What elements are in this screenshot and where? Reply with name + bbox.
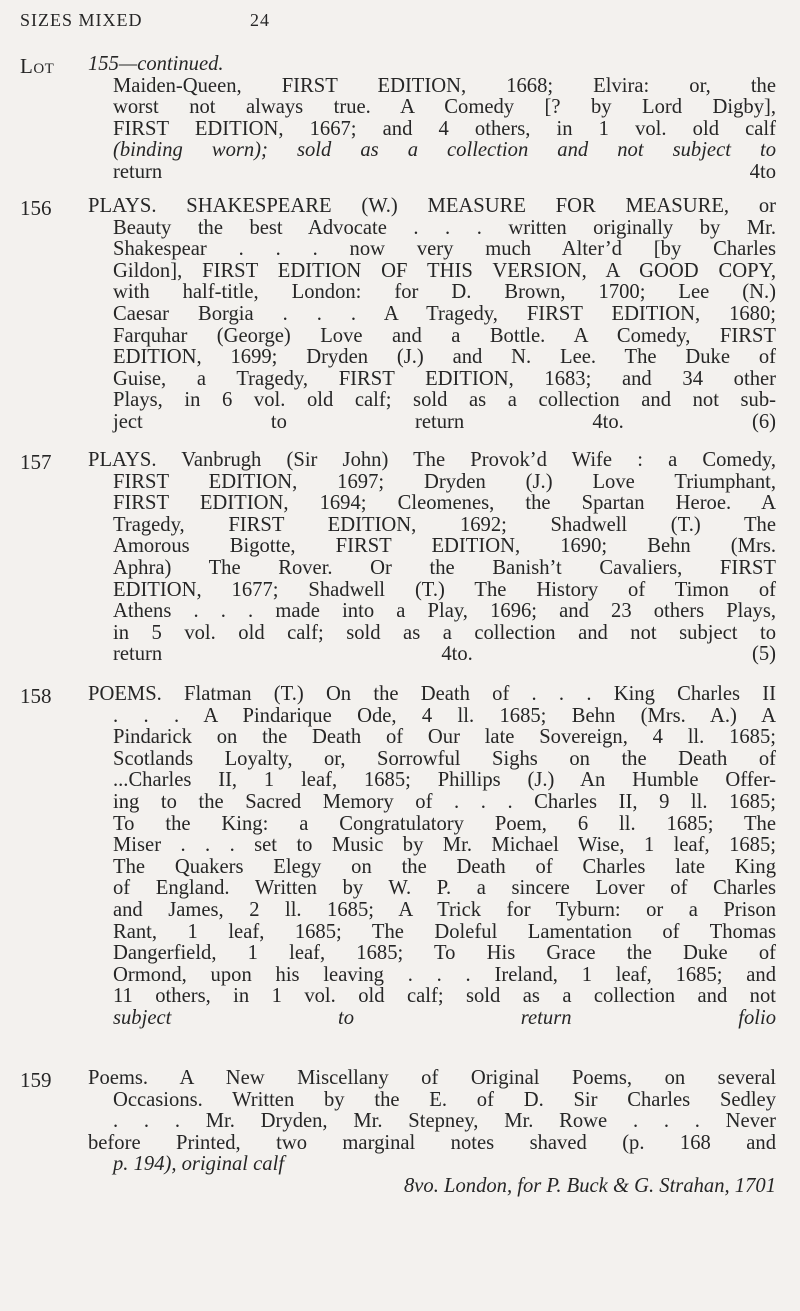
entry-line: Ormond, upon his leaving . . . Ireland, 1 leaf, 1685; and (113, 963, 776, 986)
entry-line: Athens . . . made into a Play, 1696; and 23 others Plays, (113, 600, 776, 623)
lot-number: 159 (20, 1068, 52, 1092)
lot-entry-155 (88, 54, 776, 184)
entry-line: ...Charles II, 1 leaf, 1685; Phillips (J.) An Humble Offer- (113, 769, 776, 792)
entry-line: return 4to. (5) (113, 643, 776, 666)
entry-line: PLAYS. SHAKESPEARE (W.) MEASURE FOR MEASURE, or (88, 195, 776, 217)
entry-line: (binding worn); sold as a collection and not subject to (113, 139, 776, 162)
entry-line: with half-title, London: for D. Brown, 1700; Lee (N.) (113, 281, 776, 304)
entry-line: Tragedy, FIRST EDITION, 1692; Shadwell (T.) The (113, 513, 776, 536)
lot-number: 156 (20, 196, 52, 220)
entry-line: EDITION, 1699; Dryden (J.) and N. Lee. The Duke of (113, 346, 776, 369)
lot-entry-157 (88, 450, 776, 666)
lot-entry-158 (88, 684, 776, 1030)
entry-line: FIRST EDITION, 1694; Cleomenes, the Spartan Heroe. A (113, 492, 776, 515)
entry-line: Miser . . . set to Music by Mr. Michael Wise, 1 leaf, 1685; (113, 834, 776, 857)
lot-entry-159 (88, 1068, 776, 1198)
page-number: 24 (250, 10, 270, 30)
lot-number: 157 (20, 450, 52, 474)
entry-line: Farquhar (George) Love and a Bottle. A Comedy, FIRST (113, 324, 776, 347)
entry-line: PLAYS. Vanbrugh (Sir John) The Provok’d Wife : a Comedy, (88, 449, 776, 471)
entry-line: Shakespear . . . now very much Alter’d [by Charles (113, 238, 776, 261)
entry-line: of England. Written by W. P. a sincere Lover of Charles (113, 877, 776, 900)
entry-line: Aphra) The Rover. Or the Banish’t Cavaliers, FIRST (113, 556, 776, 579)
entry-line: Maiden-Queen, FIRST EDITION, 1668; Elvira: or, the (113, 74, 776, 97)
entry-line: before Printed, two marginal notes shaved (p. 168 and (88, 1131, 776, 1154)
entry-line: Plays, in 6 vol. old calf; sold as a collection and not sub- (113, 389, 776, 412)
lot-entry-156 (88, 196, 776, 434)
entry-line: Occasions. Written by the E. of D. Sir Charles Sedley (113, 1088, 776, 1111)
entry-line: worst not always true. A Comedy [? by Lord Digby], (113, 96, 776, 119)
entry-line: 8vo. London, for P. Buck & G. Strahan, 1701 (403, 1174, 776, 1197)
entry-line: ject to return 4to. (6) (113, 410, 776, 433)
entry-line: To the King: a Congratulatory Poem, 6 ll. 1685; The (113, 812, 776, 835)
page-header (0, 10, 800, 40)
lot-number: 158 (20, 684, 52, 708)
entry-line: FIRST EDITION, 1697; Dryden (J.) Love Triumphant, (113, 470, 776, 493)
entry-line: Pindarick on the Death of Our late Sovereign, 4 ll. 1685; (113, 726, 776, 749)
entry-line: return 4to (113, 160, 776, 183)
entry-line: Caesar Borgia . . . A Tragedy, FIRST EDITION, 1680; (113, 302, 776, 325)
entry-line: p. 194), original calf (113, 1153, 285, 1176)
entry-line: FIRST EDITION, 1667; and 4 others, in 1 vol. old calf (113, 117, 776, 140)
entry-line: and James, 2 ll. 1685; A Trick for Tyburn: or a Prison (113, 898, 776, 921)
entry-line: . . . Mr. Dryden, Mr. Stepney, Mr. Rowe . . . Never (113, 1110, 776, 1133)
entry-line: in 5 vol. old calf; sold as a collection and not subject to (113, 621, 776, 644)
entry-line: subject to return folio (113, 1006, 776, 1029)
entry-line: Poems. A New Miscellany of Original Poems, on several (88, 1067, 776, 1089)
entry-line: Scotlands Loyalty, or, Sorrowful Sighs on the Death of (113, 747, 776, 770)
entry-line: Dangerfield, 1 leaf, 1685; To His Grace the Duke of (113, 942, 776, 965)
entry-line: Rant, 1 leaf, 1685; The Doleful Lamentation of Thomas (113, 920, 776, 943)
entry-line: EDITION, 1677; Shadwell (T.) The History of Timon of (113, 578, 776, 601)
entry-line: ing to the Sacred Memory of . . . Charles II, 9 ll. 1685; (113, 790, 776, 813)
entry-line: 155—continued. (88, 53, 224, 75)
entry-line: Gildon], FIRST EDITION OF THIS VERSION, A GOOD COPY, (113, 259, 776, 282)
entry-line: Amorous Bigotte, FIRST EDITION, 1690; Behn (Mrs. (113, 535, 776, 558)
entry-line: POEMS. Flatman (T.) On the Death of . . . King Charles II (88, 683, 776, 705)
lot-column-label: Lot (20, 54, 55, 78)
entry-line: Beauty the best Advocate . . . written originally by Mr. (113, 216, 776, 239)
entry-line: . . . A Pindarique Ode, 4 ll. 1685; Behn (Mrs. A.) A (113, 704, 776, 727)
header-section-title: SIZES MIXED (20, 10, 143, 30)
entry-line: The Quakers Elegy on the Death of Charles late King (113, 855, 776, 878)
entry-line: Guise, a Tragedy, FIRST EDITION, 1683; and 34 other (113, 367, 776, 390)
entry-line: 11 others, in 1 vol. old calf; sold as a collection and not (113, 985, 776, 1008)
